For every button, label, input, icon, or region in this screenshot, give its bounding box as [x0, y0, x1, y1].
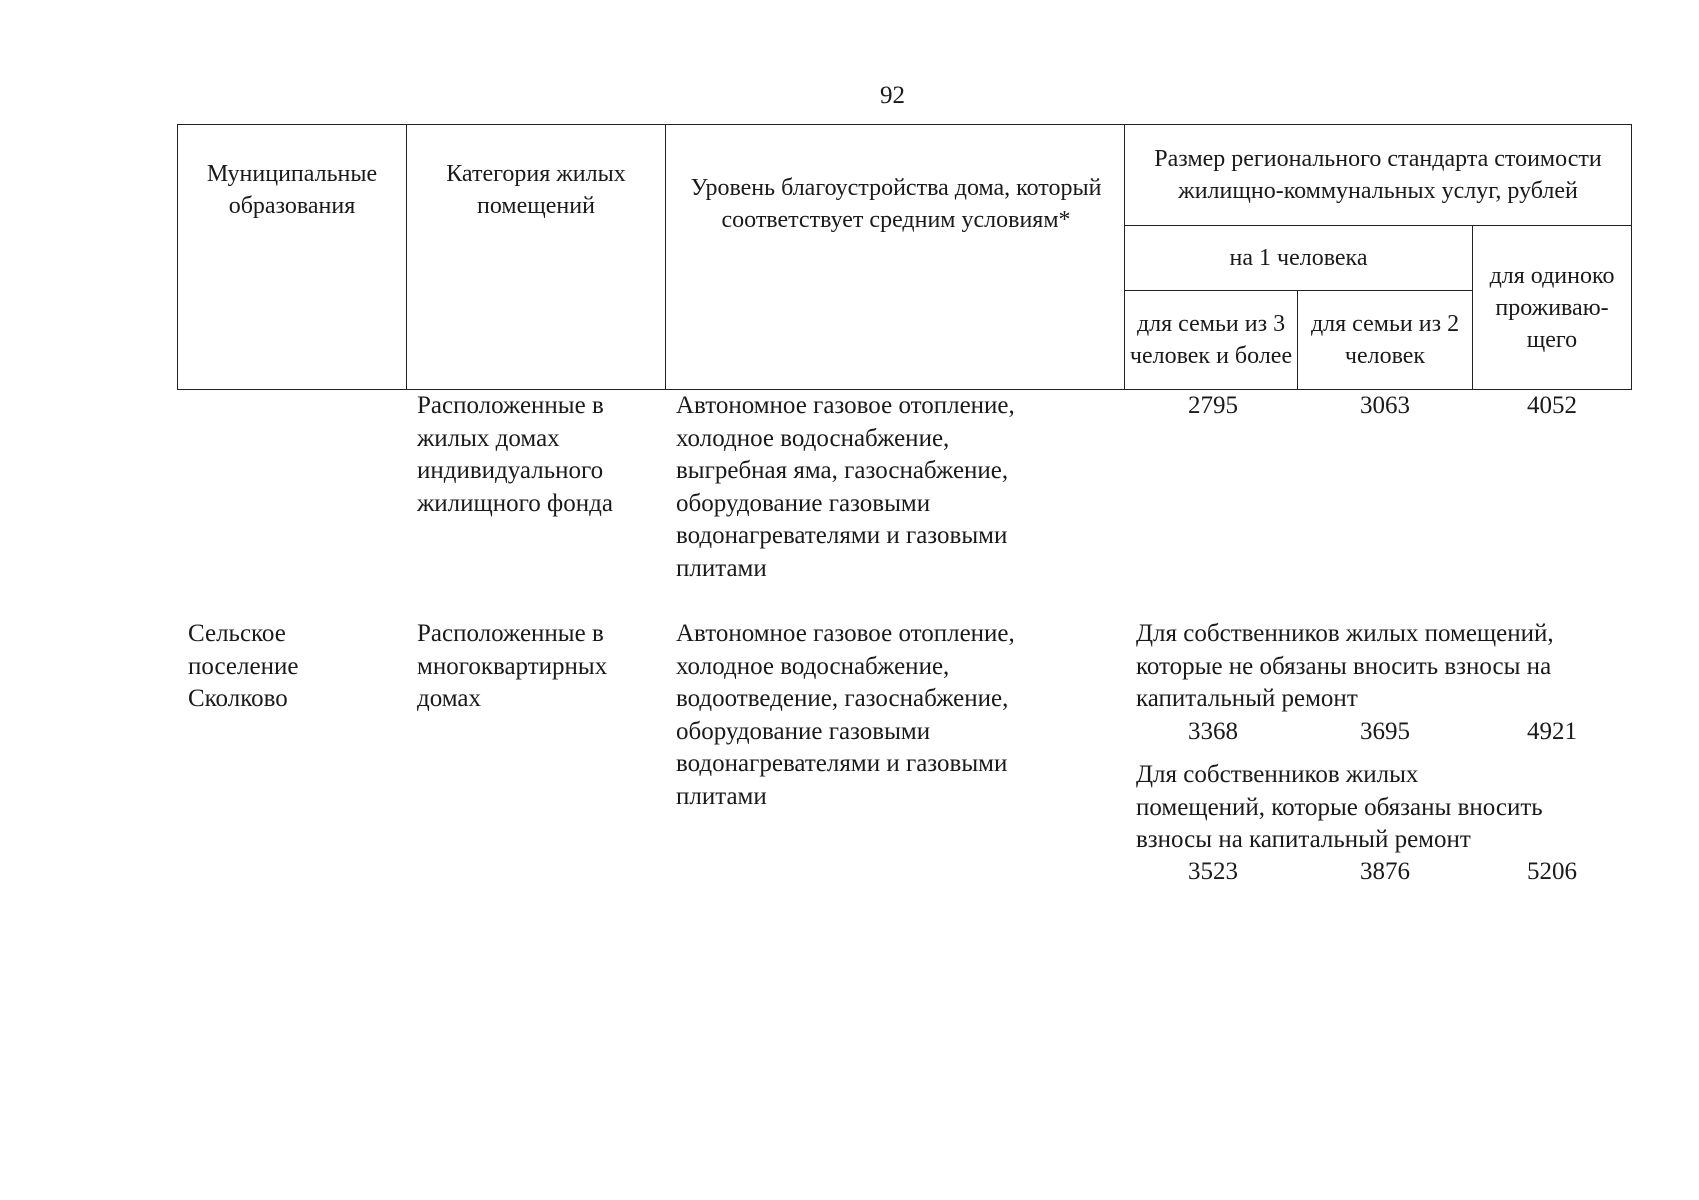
- row1-value-single: 4052: [1527, 392, 1577, 419]
- header-family2: для семьи из 2 человек: [1310, 311, 1460, 369]
- divider: [1472, 225, 1473, 389]
- row2-level: Автономное газовое отопление, холодное водоснабжение, водоотведение, газоснабжение, оборудование газовыми водонагревателями и газовыми плитами: [676, 620, 1015, 810]
- row2-value2-family3: 3523: [1188, 858, 1238, 885]
- header-family3: для семьи из 3 человек и более: [1129, 311, 1293, 369]
- table-header: [177, 124, 1632, 390]
- header-per-person: на 1 человека: [1229, 245, 1368, 271]
- row2-value1-family3: 3368: [1188, 718, 1238, 745]
- header-category: Категория жилых помещений: [446, 161, 626, 219]
- row1-category: Расположенные в жилых домах индивидуального жилищного фонда: [417, 392, 613, 517]
- row2-value1-family2: 3695: [1360, 718, 1410, 745]
- header-standard: Размер регионального стандарта стоимости жилищно-коммунальных услуг, рублей: [1154, 146, 1602, 204]
- row2-category: Расположенные в многоквартирных домах: [417, 620, 608, 712]
- row2-value2-family2: 3876: [1360, 858, 1410, 885]
- divider: [665, 125, 666, 389]
- page-number: 92: [880, 82, 905, 109]
- header-level: Уровень благоустройства дома, который соответствует средним условиям*: [690, 175, 1102, 233]
- row1-level: Автономное газовое отопление, холодное водоснабжение, выгребная яма, газоснабжение, оборудование газовыми водонагревателями и газовыми плитами: [676, 392, 1015, 582]
- row2-municipality: Сельское поселение Сколково: [188, 620, 299, 712]
- header-municipal: Муниципальные образования: [206, 161, 378, 219]
- row2-value2-single: 5206: [1527, 858, 1577, 885]
- header-single: для одиноко проживаю-щего: [1489, 262, 1615, 353]
- row1-value-family2: 3063: [1360, 392, 1410, 419]
- row1-value-family3: 2795: [1188, 392, 1238, 419]
- row2-note1: Для собственников жилых помещений, которые не обязаны вносить взносы на капитальный ремонт: [1136, 620, 1554, 712]
- row2-value1-single: 4921: [1527, 718, 1577, 745]
- row2-note2: Для собственников жилых помещений, которые обязаны вносить взносы на капитальный ремонт: [1136, 761, 1543, 853]
